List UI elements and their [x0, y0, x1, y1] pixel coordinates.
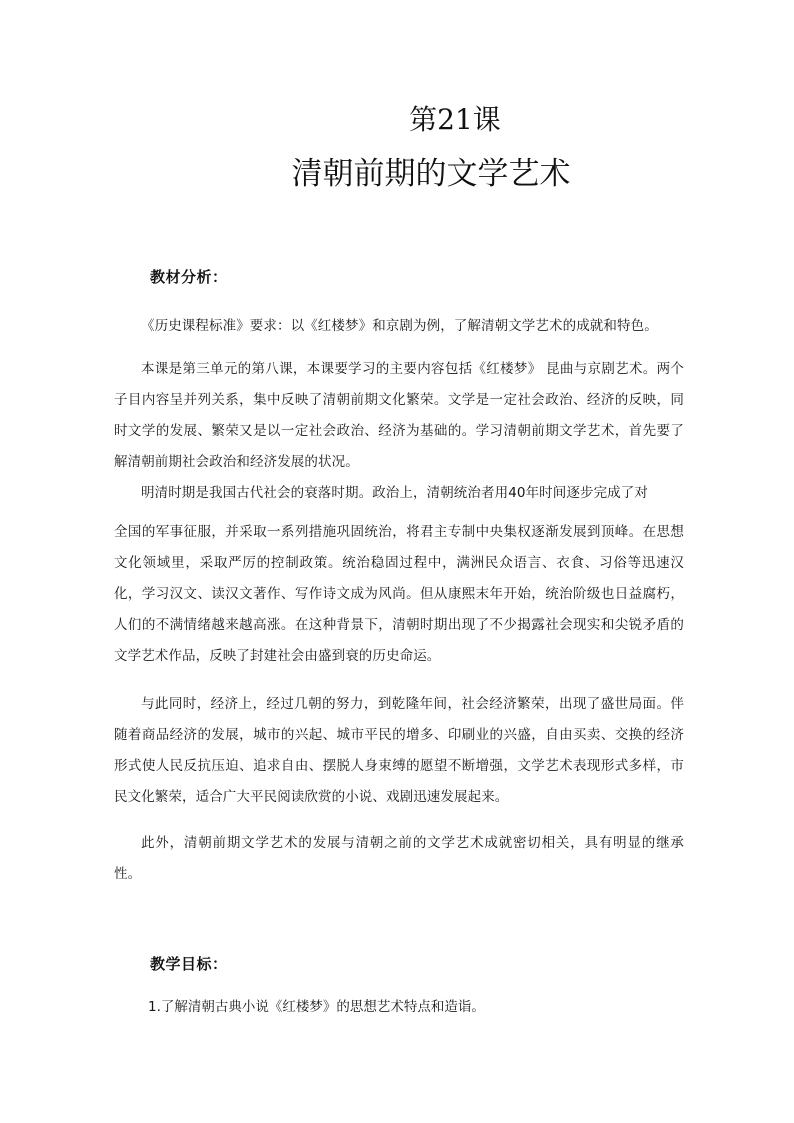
historical-background-paragraph: 全国的军事征服，并采取一系列措施巩固统治，将君主专制中央集权逐渐发展到顶峰。在思想文化领域里，采取严厉的控制政策。统治稳固过程中，满洲民众语言、衣食、习俗等迅速汉化，学习汉文、读汉文著作、写作诗文成为风尚。但从康熙末年开始，统治阶级也日益腐朽，人们的不满情绪越来越高涨。在这种背景下，清朝时期出现了不少揭露社会现实和尖锐矛盾的文学艺术作品，反映了封建社会由盛到衰的历史命运。: [114, 524, 684, 664]
historical-background-intro: 明清时期是我国古代社会的衰落时期。政治上，清朝统治者用40年时间逐步完成了对: [141, 485, 648, 501]
teaching-goals-heading: 教学目标：: [150, 955, 228, 973]
teaching-goal-item: 1.了解清朝古典小说《红楼梦》的思想艺术特点和造诣。: [148, 999, 485, 1015]
lesson-title: 清朝前期的文学艺术: [291, 156, 571, 192]
economic-background-paragraph: 与此同时，经济上，经过几朝的努力，到乾隆年间，社会经济繁荣，出现了盛世局面。伴随着商品经济的发展，城市的兴起、城市平民的增多、印刷业的兴盛，自由买卖、交换的经济形式使人民反抗压迫、追求自由、摆脱人身束缚的愿望不断增强，文学艺术表现形式多样，市民文化繁荣，适合广大平民阅读欣赏的小说、戏剧迅速发展起来。: [114, 696, 684, 805]
continuity-paragraph: 此外，清朝前期文学艺术的发展与清朝之前的文学艺术成就密切相关，具有明显的继承性。: [114, 835, 684, 882]
curriculum-standard-paragraph: 《历史课程标准》要求：以《红楼梦》和京剧为例，了解清朝文学艺术的成就和特色。: [141, 318, 658, 334]
lesson-content-paragraph: 本课是第三单元的第八课，本课要学习的主要内容包括《红楼梦》 昆曲与京剧艺术。两个子目内容呈并列关系，集中反映了清朝前期文化繁荣。文学是一定社会政治、经济的反映，同时文学的发展、繁荣又是以一定社会政治、经济为基础的。学习清朝前期文学艺术，首先要了解清朝前期社会政治和经济发展的状况。: [114, 361, 684, 470]
lesson-number: 第21课: [409, 103, 501, 136]
analysis-heading: 教材分析：: [150, 268, 228, 286]
